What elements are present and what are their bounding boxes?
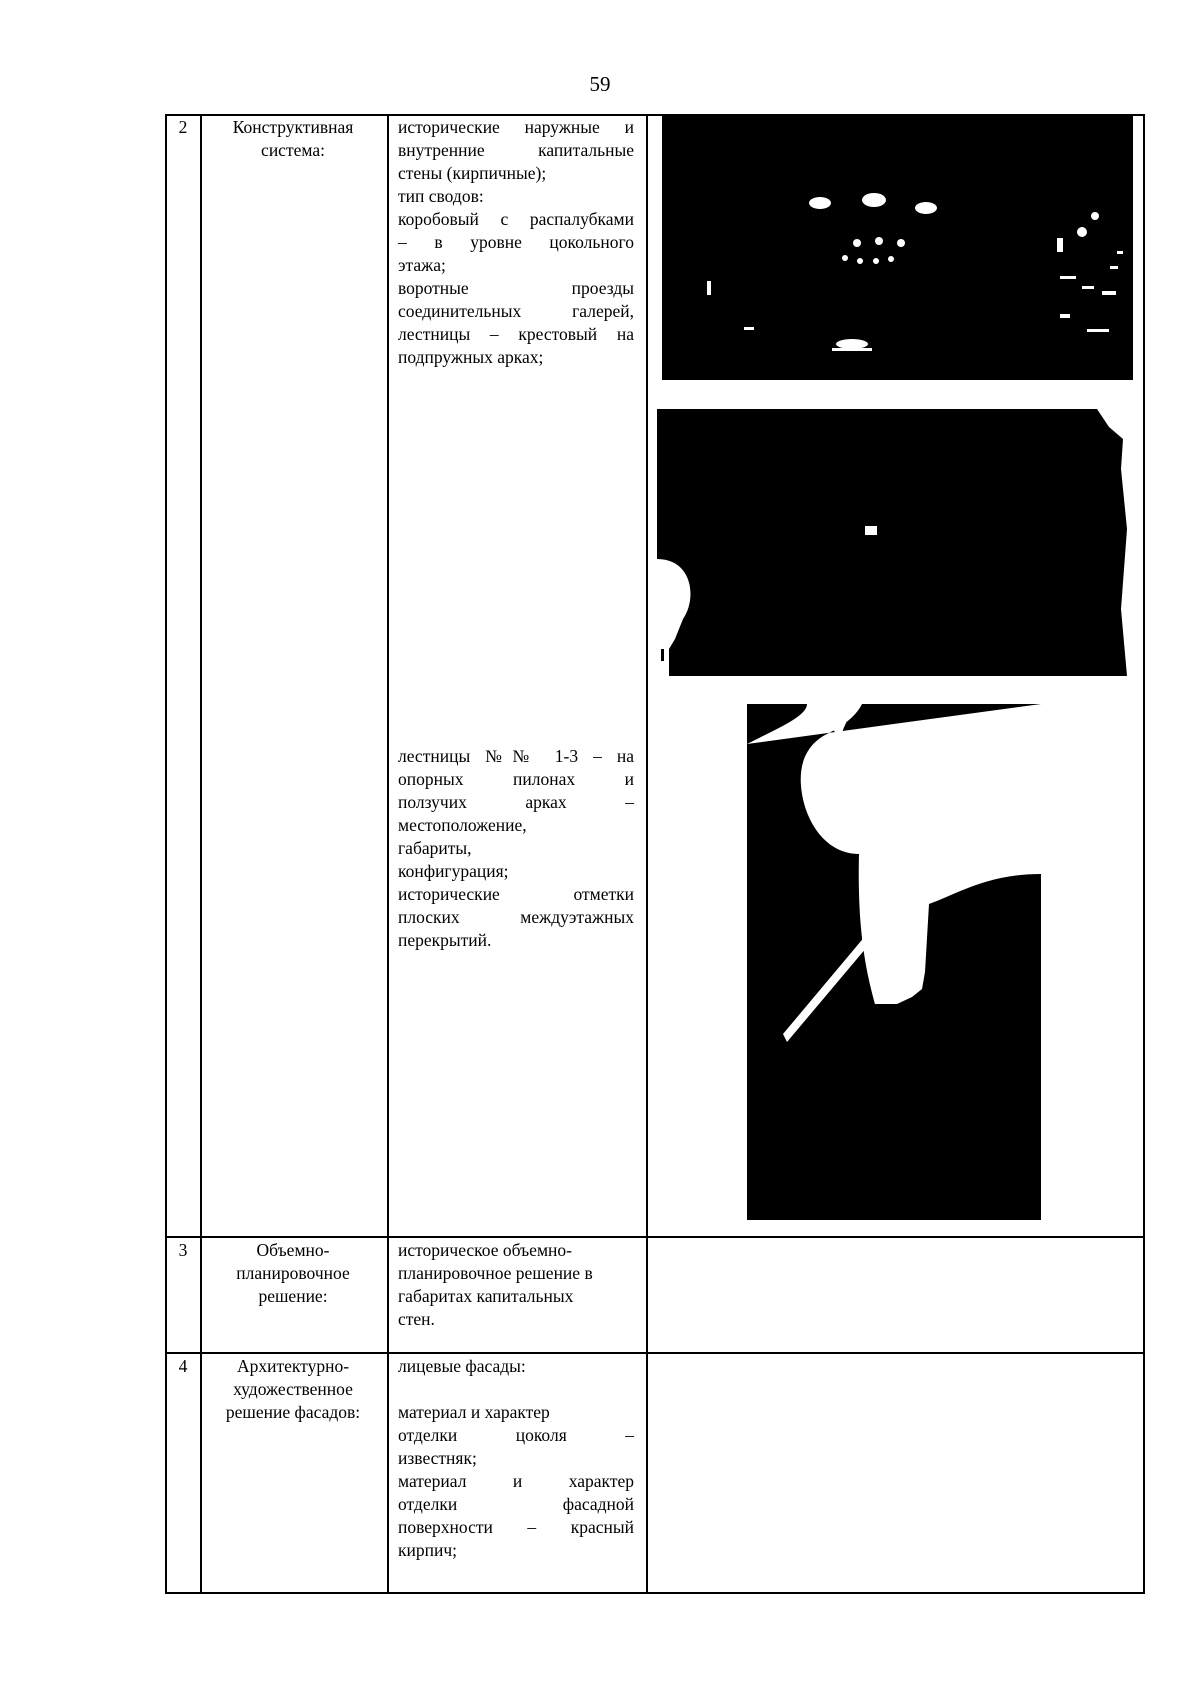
desc-line: стен. [398, 1309, 435, 1329]
desc-line: опорных пилонах и [398, 769, 634, 789]
row-number: 4 [178, 1356, 188, 1376]
row-title-line: решение фасадов: [225, 1402, 361, 1422]
desc-line: историческое объемно- [398, 1240, 572, 1260]
page-number: 59 [589, 72, 611, 96]
heritage-table [165, 114, 1145, 1594]
arch-photo [657, 409, 1133, 676]
row-title-line: Конструктивная [232, 117, 354, 137]
desc-line: габаритах капитальных [398, 1286, 574, 1306]
desc-line: исторические наружные и [398, 117, 634, 137]
row-description [398, 1239, 634, 1331]
desc-line: лестницы №№ 1-3 – на [398, 746, 634, 766]
row-description [398, 1355, 634, 1562]
desc-line: планировочное решение в [398, 1263, 593, 1283]
desc-line: – в уровне цокольного [398, 232, 634, 252]
desc-line: лестницы – крестовый на [398, 324, 634, 344]
desc-line [398, 1378, 634, 1401]
desc-line: лицевые фасады: [398, 1356, 526, 1376]
desc-line: материал и характер [398, 1402, 550, 1422]
desc-line: этажа; [398, 255, 446, 275]
desc-line: поверхности – красный [398, 1517, 634, 1537]
desc-line: коробовый с распалубками [398, 209, 634, 229]
row-number: 2 [178, 117, 188, 137]
row-number: 3 [178, 1240, 188, 1260]
desc-line: конфигурация; [398, 861, 509, 881]
desc-line: местоположение, [398, 815, 527, 835]
desc-line: материал и характер [398, 1471, 634, 1491]
desc-line: ползучих арках – [398, 792, 634, 812]
desc-line: габариты, [398, 838, 472, 858]
staircase-photo [747, 704, 1041, 1220]
row-title [203, 1239, 383, 1308]
desc-line: внутренние капитальные [398, 140, 634, 160]
desc-line: тип сводов: [398, 186, 484, 206]
desc-line: соединительных галерей, [398, 301, 634, 321]
desc-line: перекрытий. [398, 930, 492, 950]
desc-line: кирпич; [398, 1540, 458, 1560]
row-title-line: художественное [233, 1379, 353, 1399]
row-title [203, 116, 383, 162]
row-title-line: решение: [258, 1286, 328, 1306]
row-description-continued [398, 745, 634, 952]
row-title-line: система: [261, 140, 325, 160]
desc-line: стены (кирпичные); [398, 163, 547, 183]
row-title-line: Архитектурно- [236, 1356, 350, 1376]
vault-photo [662, 116, 1133, 380]
desc-line: плоских междуэтажных [398, 907, 634, 927]
row-title-line: Объемно- [256, 1240, 330, 1260]
desc-line: подпружных арках; [398, 347, 544, 367]
row-title [203, 1355, 383, 1424]
desc-line: известняк; [398, 1448, 477, 1468]
row-description [398, 116, 634, 369]
desc-line: воротные проезды [398, 278, 634, 298]
desc-line: исторические отметки [398, 884, 634, 904]
desc-line: отделки фасадной [398, 1494, 634, 1514]
desc-line: отделки цоколя – [398, 1425, 634, 1445]
row-title-line: планировочное [236, 1263, 350, 1283]
